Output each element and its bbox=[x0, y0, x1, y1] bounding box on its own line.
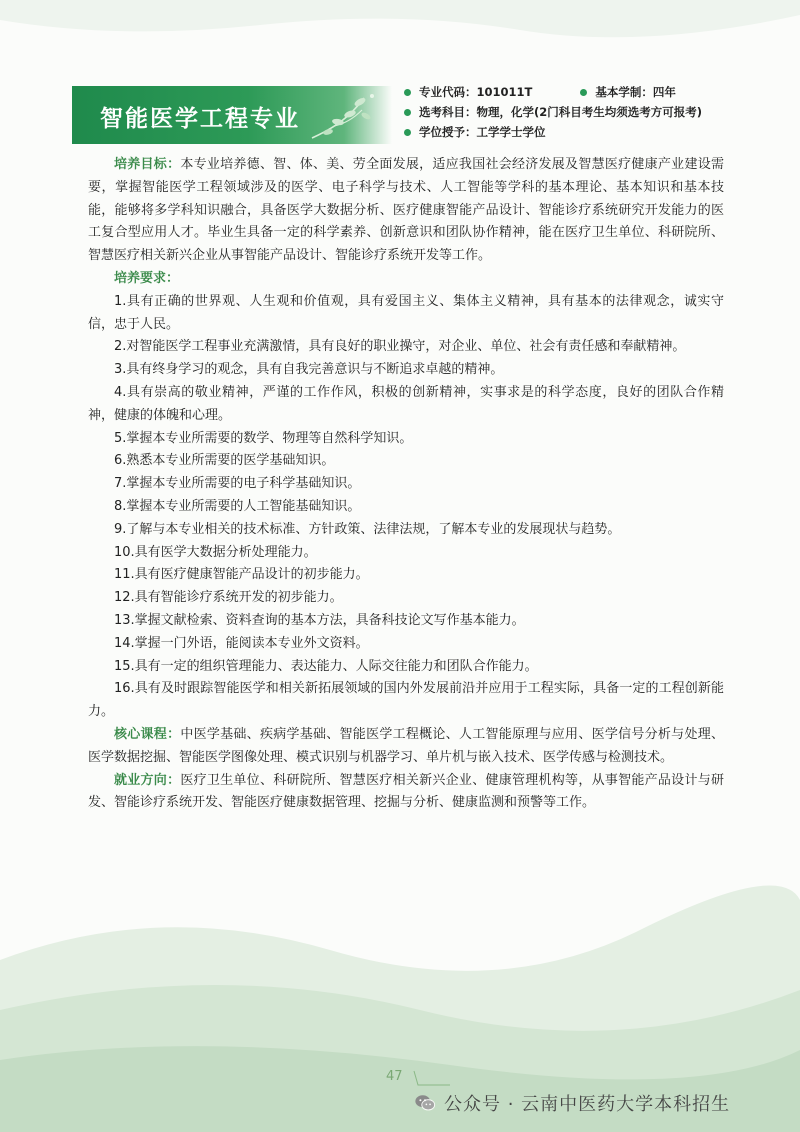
requirement-item: 1.具有正确的世界观、人生观和价值观，具有爱国主义、集体主义精神，具有基本的法律观念，诚实守信，忠于人民。 bbox=[88, 293, 724, 332]
requirement-item: 14.掌握一门外语，能阅读本专业外文资料。 bbox=[114, 635, 369, 651]
elective-subjects: 选考科目： 物理，化学(2门科目考生均须选考方可报考) bbox=[404, 104, 702, 120]
wechat-account-text: 公众号 · 云南中医药大学本科招生 bbox=[444, 1094, 731, 1115]
core-courses bbox=[88, 724, 724, 770]
requirement-item: 3.具有终身学习的观念，具有自我完善意识与不断追求卓越的精神。 bbox=[114, 362, 504, 378]
page-number-line bbox=[410, 1067, 450, 1089]
requirement-item: 4.具有崇高的敬业精神，严谨的工作作风，积极的创新精神，实事求是的科学态度，良好的团队合作精神，健康的体魄和心理。 bbox=[88, 384, 724, 423]
requirement-item: 15.具有一定的组织管理能力、表达能力、人际交往能力和团队合作能力。 bbox=[114, 658, 538, 674]
core-courses-text: 中医学基础、疾病学基础、智能医学工程概论、人工智能原理与应用、医学信号分析与处理、医学数据挖掘、智能医学图像处理、模式识别与机器学习、单片机与嵌入技术、医学传感与检测技术。 bbox=[88, 726, 724, 765]
career-direction-text: 医疗卫生单位、科研院所、智慧医疗相关新兴企业、健康管理机构等，从事智能产品设计与研发、智能诊疗系统开发、智能医疗健康数据管理、挖掘与分析、健康监测和预警等工作。 bbox=[88, 772, 724, 811]
bullet-dot-icon bbox=[580, 89, 587, 96]
bullet-dot-icon bbox=[404, 129, 411, 136]
requirement-item: 6.熟悉本专业所需要的医学基础知识。 bbox=[114, 453, 335, 469]
requirement-item: 2.对智能医学工程事业充满激情，具有良好的职业操守，对企业、单位、社会有责任感和奉献精神。 bbox=[114, 339, 686, 355]
page-number: 47 bbox=[386, 1069, 403, 1084]
training-goal-text: 本专业培养德、智、体、美、劳全面发展，适应我国社会经济发展及智慧医疗健康产业建设需要，掌握智能医学工程领域涉及的医学、电子科学与技术、人工智能等学科的基本理论、基本知识和基本技能，能够将多学科知识融合，具备医学大数据分析、医疗健康智能产品设计、智能诊疗系统研究开发能力的医工复合型应用人才。毕业生具备一定的科学素养、创新意识和团队协作精神，能在医疗卫生单位、科研院所、智慧医疗相关新兴企业从事智能产品设计、智能诊疗系统开发等工作。 bbox=[88, 157, 724, 264]
career-direction bbox=[88, 770, 724, 816]
requirement-item: 8.掌握本专业所需要的人工智能基础知识。 bbox=[114, 498, 361, 514]
program-info bbox=[404, 82, 784, 142]
requirement-item: 11.具有医疗健康智能产品设计的初步能力。 bbox=[114, 567, 369, 583]
info-row bbox=[404, 102, 784, 122]
bullet-dot-icon bbox=[404, 89, 411, 96]
section-label: 就业方向： bbox=[114, 772, 181, 788]
main-content bbox=[88, 154, 724, 815]
requirement-item: 9.了解与本专业相关的技术标准、方针政策、法律法规，了解本专业的发展现状与趋势。 bbox=[114, 521, 621, 537]
page-title: 智能医学工程专业 bbox=[100, 106, 300, 132]
requirements-heading bbox=[88, 268, 724, 291]
title-banner bbox=[72, 86, 392, 144]
requirement-item: 5.掌握本专业所需要的数学、物理等自然科学知识。 bbox=[114, 430, 413, 446]
requirement-item: 16.具有及时跟踪智能医学和相关新拓展领域的国内外发展前沿并应用于工程实际，具备一定的工程创新能力。 bbox=[88, 681, 724, 720]
requirement-item: 10.具有医学大数据分析处理能力。 bbox=[114, 544, 317, 560]
training-goal bbox=[88, 154, 724, 268]
section-label: 培养目标： bbox=[114, 157, 181, 172]
bullet-dot-icon bbox=[404, 109, 411, 116]
study-length: 基本学制： 四年 bbox=[580, 84, 676, 100]
degree-awarded: 学位授予： 工学学士学位 bbox=[404, 124, 546, 140]
wechat-watermark bbox=[414, 1090, 730, 1116]
info-row bbox=[404, 82, 784, 102]
section-label: 培养要求： bbox=[114, 270, 180, 286]
plant-illustration-icon bbox=[304, 88, 390, 142]
requirement-item: 7.掌握本专业所需要的电子科学基础知识。 bbox=[114, 476, 361, 492]
major-code: 专业代码： 101011T bbox=[404, 84, 532, 100]
wechat-icon bbox=[414, 1092, 436, 1114]
requirement-item: 13.掌握文献检索、资料查询的基本方法，具备科技论文写作基本能力。 bbox=[114, 612, 525, 628]
info-row bbox=[404, 122, 784, 142]
section-label: 核心课程： bbox=[114, 726, 181, 742]
requirement-item: 12.具有智能诊疗系统开发的初步能力。 bbox=[114, 590, 343, 606]
